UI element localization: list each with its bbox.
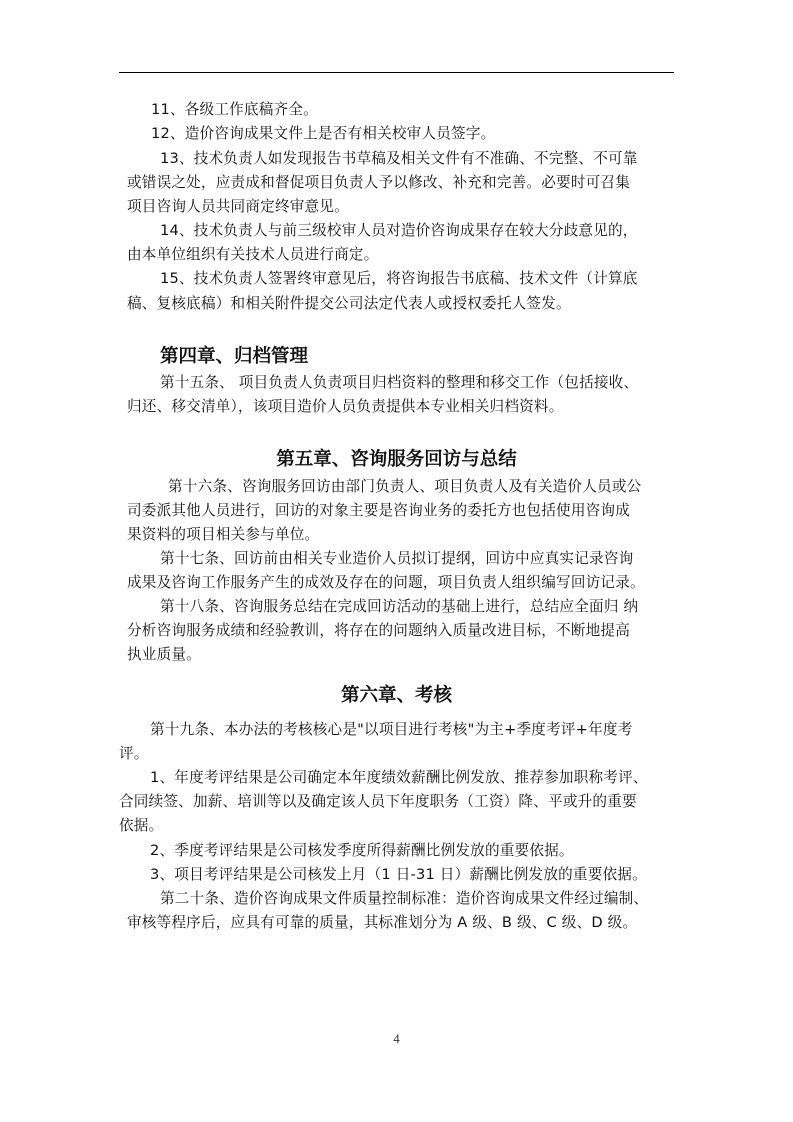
text-line: 3、项目考评结果是公司核发上月（1 日-31 日）薪酬比例发放的重要依据。 bbox=[150, 866, 647, 883]
text-line: 归还、移交清单），该项目造价人员负责提供本专业相关归档资料。 bbox=[127, 398, 564, 415]
text-line: 13、技术负责人如发现报告书草稿及相关文件有不准确、不完整、不可靠 bbox=[160, 150, 638, 167]
chapter-heading: 第五章、咨询服务回访与总结 bbox=[276, 449, 517, 470]
text-line: 第十九条、本办法的考核核心是"以项目进行考核"为主+季度考评+年度考 bbox=[150, 721, 633, 738]
text-line: 12、造价咨询成果文件上是否有相关校审人员签字。 bbox=[151, 125, 496, 142]
text-line: 成果及咨询工作服务产生的成效及存在的问题，项目负责人组织编写回访记录。 bbox=[127, 574, 645, 591]
text-line: 评。 bbox=[119, 745, 149, 762]
text-line: 1、年度考评结果是公司确定本年度绩效薪酬比例发放、推荐参加职称考评、 bbox=[150, 769, 648, 786]
text-line: 14、技术负责人与前三级校审人员对造价咨询成果存在较大分歧意见的， bbox=[160, 222, 638, 239]
header-rule bbox=[119, 72, 674, 73]
text-line: 第十八条、咨询服务总结在完成回访活动的基础上进行，总结应全面归 纳 bbox=[160, 598, 639, 615]
text-line: 第十五条、 项目负责人负责项目归档资料的整理和移交工作（包括接收、 bbox=[160, 374, 639, 391]
text-line: 15、技术负责人签署终审意见后，将咨询报告书底稿、技术文件（计算底 bbox=[160, 270, 638, 287]
text-line: 2、季度考评结果是公司核发季度所得薪酬比例发放的重要依据。 bbox=[150, 842, 574, 859]
text-line: 司委派其他人员进行，回访的对象主要是咨询业务的委托方也包括使用咨询成 bbox=[127, 502, 630, 519]
text-line: 合同续签、加薪、培训等以及确定该人员下年度职务（工资）降、平或升的重要 bbox=[119, 793, 637, 810]
text-line: 或错误之处，应责成和督促项目负责人予以修改、补充和完善。必要时可召集 bbox=[127, 174, 630, 191]
text-line: 11、各级工作底稿齐全。 bbox=[151, 101, 318, 118]
text-line: 依据。 bbox=[119, 817, 164, 834]
text-line: 项目咨询人员共同商定终审意见。 bbox=[127, 198, 349, 215]
text-line: 第十六条、咨询服务回访由部门负责人、项目负责人及有关造价人员或公 bbox=[168, 478, 642, 495]
text-line: 稿、复核底稿）和相关附件提交公司法定代表人或授权委托人签发。 bbox=[127, 295, 571, 312]
text-line: 分析咨询服务成绩和经验教训，将存在的问题纳入质量改进目标，不断地提高 bbox=[127, 622, 630, 639]
page-number: 4 bbox=[393, 1031, 400, 1046]
text-line: 由本单位组织有关技术人员进行商定。 bbox=[127, 246, 379, 263]
chapter-heading: 第六章、考核 bbox=[340, 685, 452, 706]
text-line: 果资料的项目相关参与单位。 bbox=[127, 526, 320, 543]
text-line: 执业质量。 bbox=[127, 646, 201, 663]
text-line: 审核等程序后，应具有可靠的质量，其标准划分为 A 级、B 级、C 级、D 级。 bbox=[127, 914, 638, 931]
text-line: 第二十条、造价咨询成果文件质量控制标准：造价咨询成果文件经过编制、 bbox=[160, 890, 649, 907]
chapter-heading: 第四章、归档管理 bbox=[160, 346, 309, 367]
text-line: 第十七条、回访前由相关专业造价人员拟订提纲，回访中应真实记录咨询 bbox=[160, 550, 634, 567]
